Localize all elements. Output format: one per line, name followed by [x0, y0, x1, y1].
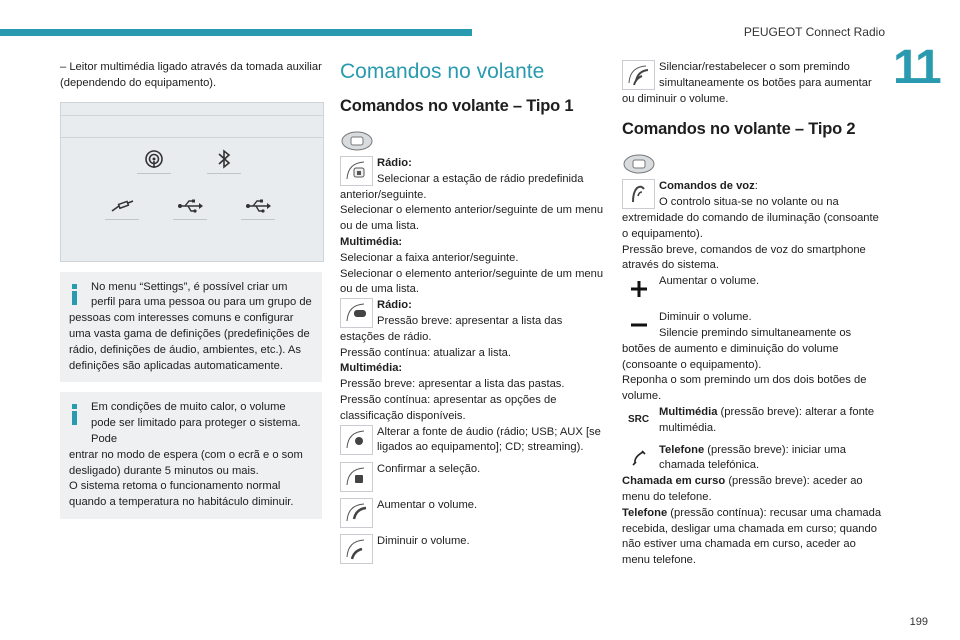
wheel-knob-icon [340, 298, 373, 328]
label-phone: Telefone [659, 443, 705, 456]
note-text: pessoas com interesses comuns e configurar uma vasta gama de definições (predefinições de rádio, definições de áudio, ambientes, etc.). As definições são aplicadas automaticamente. [69, 312, 310, 372]
mute-buttons-icon [622, 60, 655, 90]
desc-text: Pressão breve: apresentar a lista das pastas. [340, 378, 565, 391]
desc-text: Selecionar o elemento anterior/seguinte de um menu ou de uma lista. [340, 267, 604, 296]
info-note-heat [60, 392, 322, 519]
control-confirm-row [340, 462, 605, 492]
label-colon: : [754, 180, 758, 193]
bluetooth-icon [207, 149, 241, 174]
info-icon [72, 284, 78, 305]
control-plus-row [622, 274, 884, 304]
note-text: No menu “Settings”, é possível criar um perfil para uma pessoa ou para um grupo de [91, 280, 312, 309]
desc-text: Diminuir o volume. [377, 535, 470, 548]
wheel-buttons-icon [340, 156, 373, 186]
volume-down-button-icon [340, 534, 373, 564]
wireless-charging-icon [137, 149, 171, 174]
desc-text: Silenciar/restabelecer o som premindo simultaneamente os botões para aumentar ou diminuir o volume. [622, 61, 872, 105]
note-text: Em condições de muito calor, o volume pode ser limitado para proteger o sistema. Pode [91, 401, 301, 445]
control-phone-row [622, 443, 884, 569]
desc-text: Selecionar a estação de rádio predefinida anterior/seguinte. [340, 172, 584, 201]
desc-text: Pressão breve: apresentar a lista das estações de rádio. [340, 314, 563, 343]
column-right [622, 60, 884, 569]
desc-text: Pressão breve, comandos de voz do smartphone através do sistema. [622, 243, 866, 272]
volume-up-button-icon [340, 498, 373, 528]
intro-paragraph: – Leitor multimédia ligado através da tomada auxiliar (dependendo do equipamento). [60, 61, 322, 89]
control-voice-row [622, 179, 884, 274]
chapter-number: 11 [893, 41, 940, 94]
section-title: Comandos no volante [340, 60, 545, 83]
connectors-illustration [60, 102, 324, 262]
desc-text: Alterar a fonte de áudio (rádio; USB; AUX [se ligados ao equipamento]; CD; streaming). [377, 425, 601, 454]
phone-icon [622, 443, 655, 473]
usb-icon [173, 197, 207, 220]
aux-cable-icon [105, 197, 139, 220]
header-accent-bar [0, 29, 472, 36]
label-phone: Telefone [622, 506, 668, 519]
desc-text: (pressão breve): iniciar uma chamada telefónica. [659, 443, 846, 472]
control-src-row [622, 405, 884, 437]
control-minus-row [622, 310, 884, 405]
divider [61, 115, 323, 116]
page-header-title: PEUGEOT Connect Radio [743, 25, 885, 39]
steering-wheel-icon [340, 130, 374, 152]
subsection-title: Comandos no volante – Tipo 1 [340, 97, 574, 115]
label-call: Chamada em curso [622, 475, 726, 488]
usb-icon [241, 197, 275, 220]
control-list-row [340, 298, 605, 424]
control-vol-down-row [340, 534, 605, 564]
desc-text: O controlo situa-se no volante ou na extremidade do comando de iluminação (consoante o equipamento). [622, 196, 879, 240]
source-button-icon [340, 425, 373, 455]
desc-text: (pressão breve): alterar a fonte multimédia. [659, 405, 875, 434]
desc-text: Confirmar a seleção. [377, 463, 481, 476]
column-middle [340, 60, 605, 564]
src-icon: SRC [622, 405, 655, 435]
desc-text: Selecionar a faixa anterior/seguinte. [340, 251, 519, 264]
divider [61, 137, 323, 138]
label-multimedia: Multimédia [659, 405, 718, 418]
desc-text: (pressão contínua): recusar uma chamada recebida, desligar uma chamada em curso; quando não estiver uma chamada em curso, aceder ao menu telefone. [622, 506, 882, 567]
control-mute-row [622, 60, 884, 107]
confirm-button-icon [340, 462, 373, 492]
page-number: 199 [909, 616, 928, 628]
steering-wheel-icon [622, 153, 656, 175]
desc-text: Aumentar o volume. [659, 275, 760, 288]
label-multimedia: Multimédia: [340, 235, 403, 248]
voice-command-icon [622, 179, 655, 209]
desc-text: Aumentar o volume. [377, 499, 478, 512]
label-radio: Rádio: [377, 299, 412, 312]
desc-text: Reponha o som premindo um dos dois botões de volume. [622, 374, 867, 403]
label-multimedia: Multimédia: [340, 362, 403, 375]
subsection-title: Comandos no volante – Tipo 2 [622, 120, 856, 139]
desc-text: Diminuir o volume. [659, 311, 752, 324]
note-text: O sistema retoma o funcionamento normal quando a temperatura no habitáculo diminuir. [69, 480, 294, 509]
column-left [60, 60, 322, 519]
desc-text: Selecionar o elemento anterior/seguinte de um menu ou de uma lista. [340, 204, 604, 233]
note-text: entrar no modo de espera (com o ecrã e o som desligado) durante 5 minutos ou mais. [69, 448, 303, 477]
desc-text: Pressão contínua: atualizar a lista. [340, 346, 512, 359]
label-radio: Rádio: [377, 157, 412, 169]
control-vol-up-row [340, 498, 605, 528]
desc-text: Pressão contínua: apresentar as opções de classificação disponíveis. [340, 393, 557, 422]
info-note-settings [60, 272, 322, 383]
desc-text: (pressão breve): aceder ao menu do telefone. [622, 475, 863, 503]
control-source-row [340, 425, 605, 457]
info-icon [72, 404, 78, 425]
control-radio-row [340, 156, 605, 298]
plus-icon [622, 274, 655, 304]
desc-text: Silencie premindo simultaneamente os botões de aumento e diminuição do volume (consoante o equipamento). [622, 326, 852, 371]
minus-icon [622, 310, 655, 340]
label-voice-commands: Comandos de voz [659, 180, 755, 193]
